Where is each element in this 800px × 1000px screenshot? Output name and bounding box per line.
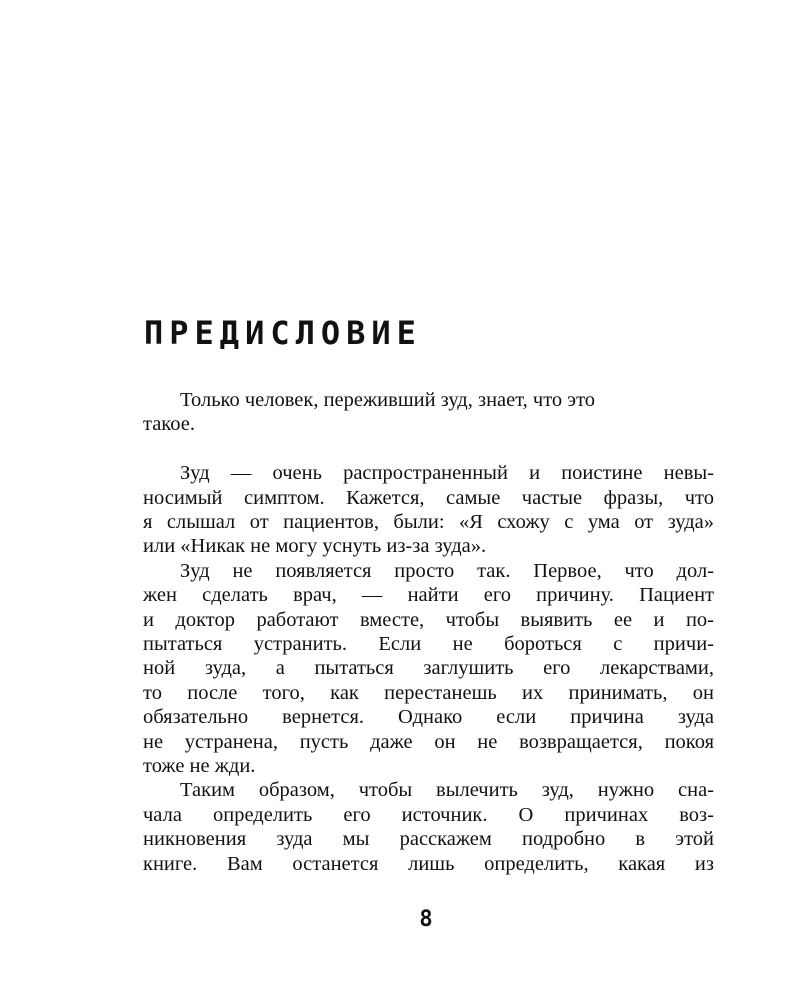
paragraph-3-line-8: не устранена, пусть даже он не возвращается, покоя: [143, 730, 714, 753]
paragraph-3-line-1: Зуд не появляется просто так. Первое, что дол-: [180, 559, 714, 582]
paragraph-2-line-1: Зуд — очень распространенный и поистине невы-: [180, 462, 714, 485]
paragraph-3-line-6: то после того, как перестанешь их принимать, он: [143, 681, 714, 704]
page-number: 8: [419, 907, 433, 932]
paragraph-2-line-2: носимый симптом. Кажется, самые частые фразы, что: [143, 486, 714, 509]
paragraph-gap: [143, 437, 714, 461]
paragraph-2-line-4: или «Никак не могу уснуть из-за зуда».: [143, 535, 487, 558]
paragraph-3-line-5: ной зуда, а пытаться заглушить его лекарствами,: [143, 657, 714, 680]
paragraph-4-line-3: никновения зуда мы расскажем подробно в этой: [143, 828, 714, 851]
paragraph-4-line-4: книге. Вам останется лишь определить, какая из: [143, 852, 714, 875]
paragraph-3-line-7: обязательно вернется. Однако если причина зуда: [143, 706, 714, 729]
paragraph-3-line-9: тоже не жди.: [143, 755, 256, 778]
paragraph-2-line-3: я слышал от пациентов, были: «Я схожу с ума от зуда»: [143, 511, 714, 534]
paragraph-3-line-3: и доктор работают вместе, чтобы выявить ее и по-: [143, 608, 714, 631]
paragraph-4-line-1: Таким образом, чтобы вылечить зуд, нужно сна-: [180, 779, 714, 802]
paragraph-1-line-2: такое.: [143, 413, 195, 436]
paragraph-1-line-1: Только человек, переживший зуд, знает, что это: [180, 389, 596, 411]
body-text: [143, 388, 714, 876]
paragraph-4-line-2: чала определить его источник. О причинах воз-: [143, 803, 714, 826]
paragraph-3-line-2: жен сделать врач, — найти его причину. Пациент: [143, 584, 714, 607]
paragraph-3-line-4: пытаться устранить. Если не бороться с причи-: [143, 633, 714, 656]
page-title: ПРЕДИСЛОВИЕ: [144, 314, 422, 352]
